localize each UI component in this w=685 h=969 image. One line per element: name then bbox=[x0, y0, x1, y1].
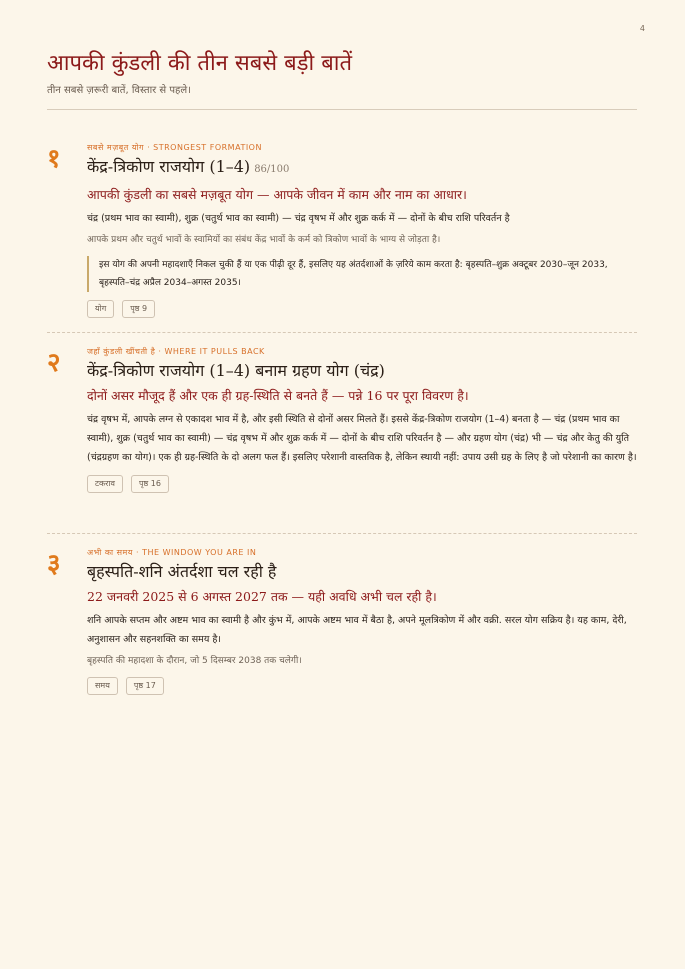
tag-page-link[interactable]: पृष्ठ 17 bbox=[126, 677, 164, 695]
section-title-row bbox=[87, 156, 637, 181]
timing-callout: इस योग की अपनी महादशाएँ निकल चुकी हैं या एक पीढ़ी दूर हैं, इसलिए यह अंतर्दशाओं के ज़रिये काम करता है: बृहस्पति–शुक्र अक्टूबर 2030–जून 2033, बृहस्पति–चंद्र अप्रैल 2034–अगस्त 2035। bbox=[87, 256, 637, 292]
section-title: केंद्र-त्रिकोण राजयोग (1–4) बनाम ग्रहण योग (चंद्र) bbox=[87, 361, 385, 380]
section-note-muted: बृहस्पति की महादशा के दौरान, जो 5 दिसम्बर 2038 तक चलेगी। bbox=[87, 656, 302, 666]
section-kicker: सबसे मज़बूत योग · STRONGEST FORMATION bbox=[87, 143, 262, 152]
section-content bbox=[87, 346, 637, 493]
tag-category[interactable]: योग bbox=[87, 300, 114, 318]
section-content bbox=[87, 547, 637, 695]
section-lead: आपकी कुंडली का सबसे मज़बूत योग — आपके जीवन में काम और नाम का आधार। bbox=[87, 187, 467, 202]
section-kicker: अभी का समय · THE WINDOW YOU ARE IN bbox=[87, 548, 257, 557]
yoga-score: 86/100 bbox=[254, 164, 290, 175]
section-divider bbox=[47, 332, 637, 333]
section-numeral: ३ bbox=[47, 549, 61, 579]
tag-list bbox=[87, 475, 637, 493]
section-title: बृहस्पति-शनि अंतर्दशा चल रही है bbox=[87, 562, 277, 581]
section-body: शनि आपके सप्तम और अष्टम भाव का स्वामी है और कुंभ में, आपके अष्टम भाव में बैठा है, अपने मूलत्रिकोण में और वक्री. सरल योग सक्रिय है। यह काम, देरी, अनुशासन और सहनशक्ति का समय है। bbox=[87, 615, 627, 645]
tag-page-link[interactable]: पृष्ठ 16 bbox=[131, 475, 169, 493]
section-body: चंद्र वृषभ में, आपके लग्न से एकादश भाव में है, और इसी स्थिति से दोनों असर मिलते हैं। इससे केंद्र-त्रिकोण राजयोग (1–4) बनता है — चंद्र (प्रथम भाव का स्वामी), शुक्र (चतुर्थ भाव का स्वामी) — चंद्र वृषभ में और शुक्र कर्क में — दोनों के बीच राशि परिवर्तन है — और ग्रहण योग (चंद्र) भी — चंद्र और केतु की युति (चंद्रग्रहण का योग)। एक ही ग्रह-स्थिति के दो अलग फल हैं। इसलिए परेशानी वास्तविक है, लेकिन स्थायी नहीं: उपाय उसी ग्रह के लिए है जो परेशानी का कारण है। bbox=[87, 414, 637, 463]
page-number: 4 bbox=[639, 24, 645, 33]
section-lead: दोनों असर मौजूद हैं और एक ही ग्रह-स्थिति से बनते हैं — पन्ने 16 पर पूरा विवरण है। bbox=[87, 388, 469, 403]
section-lead: 22 जनवरी 2025 से 6 अगस्त 2027 तक — यही अवधि अभी चल रही है। bbox=[87, 589, 437, 604]
header-divider bbox=[47, 109, 637, 110]
section-title: केंद्र-त्रिकोण राजयोग (1–4) bbox=[87, 157, 251, 176]
section-body: चंद्र (प्रथम भाव का स्वामी), शुक्र (चतुर्थ भाव का स्वामी) — चंद्र वृषभ में और शुक्र कर्क में — दोनों के बीच राशि परिवर्तन है bbox=[87, 213, 510, 224]
section-numeral: २ bbox=[47, 348, 61, 378]
section-content bbox=[87, 142, 637, 318]
section-kicker: जहाँ कुंडली खींचती है · WHERE IT PULLS BACK bbox=[87, 347, 265, 356]
tag-category[interactable]: समय bbox=[87, 677, 118, 695]
tag-list bbox=[87, 677, 637, 695]
page-header bbox=[47, 50, 637, 96]
section-numeral: १ bbox=[47, 144, 61, 174]
tag-category[interactable]: टकराव bbox=[87, 475, 123, 493]
tag-list bbox=[87, 300, 637, 318]
page-title: आपकी कुंडली की तीन सबसे बड़ी बातें bbox=[47, 51, 352, 76]
section-note-muted: आपके प्रथम और चतुर्थ भावों के स्वामियों का संबंध केंद्र भावों के कर्म को त्रिकोण भावों के भाग्य से जोड़ता है। bbox=[87, 235, 441, 245]
tag-page-link[interactable]: पृष्ठ 9 bbox=[122, 300, 155, 318]
page-subtitle: तीन सबसे ज़रूरी बातें, विस्तार से पहले। bbox=[47, 85, 191, 96]
section-divider bbox=[47, 533, 637, 534]
